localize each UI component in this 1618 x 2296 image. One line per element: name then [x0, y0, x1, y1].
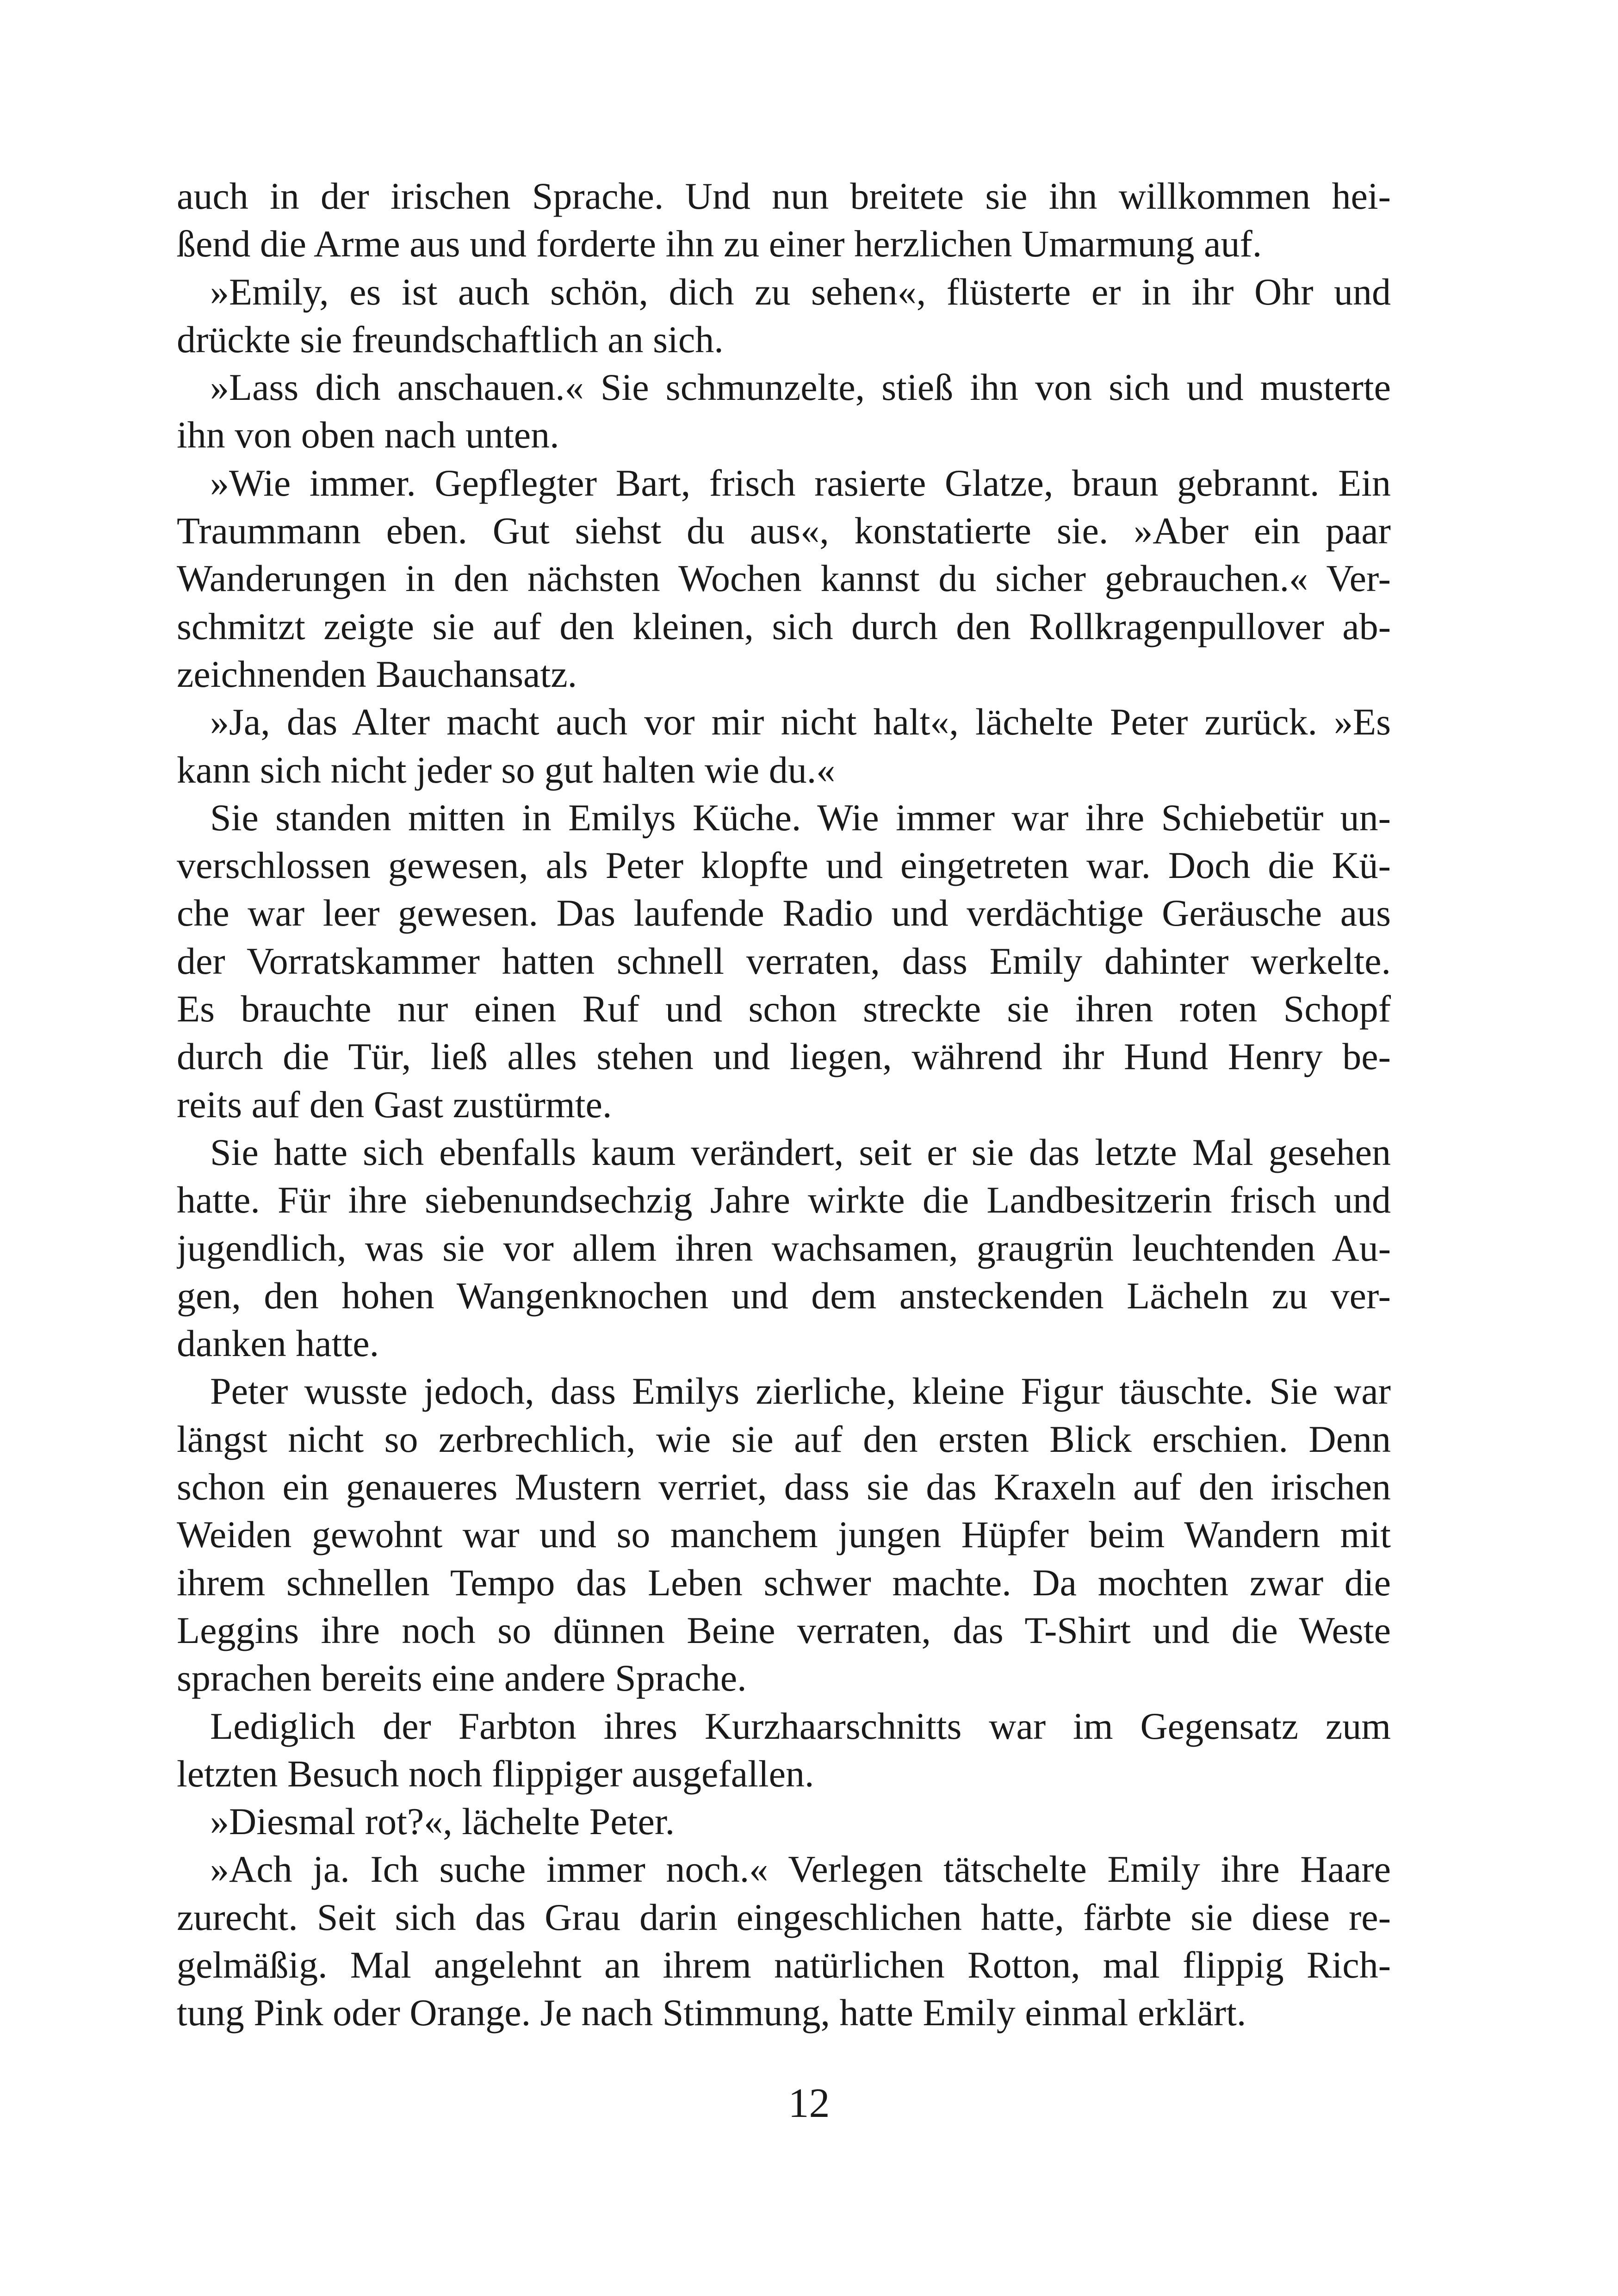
text-line: Es brauchte nur einen Ruf und schon streckte sie ihren roten Schopf [177, 988, 1391, 1030]
text-line: schmitzt zeigte sie auf den kleinen, sich durch den Rollkragenpullover ab- [177, 605, 1391, 647]
book-page-text [177, 172, 1391, 2037]
text-line: der Vorratskammer hatten schnell verraten, dass Emily dahinter werkelte. [177, 940, 1391, 982]
text-line: reits auf den Gast zustürmte. [177, 1083, 612, 1126]
text-line: Sie hatte sich ebenfalls kaum verändert, seit er sie das letzte Mal gesehen [210, 1131, 1391, 1173]
text-line: Wanderungen in den nächsten Wochen kannst du sicher gebrauchen.« Ver- [177, 557, 1391, 600]
text-line: sprachen bereits eine andere Sprache. [177, 1657, 747, 1699]
text-line: »Ja, das Alter macht auch vor mir nicht halt«, lächelte Peter zurück. »Es [210, 701, 1391, 743]
text-line: che war leer gewesen. Das laufende Radio und verdächtige Geräusche aus [177, 892, 1391, 934]
text-line: verschlossen gewesen, als Peter klopfte und eingetreten war. Doch die Kü- [177, 844, 1391, 887]
text-line: zurecht. Seit sich das Grau darin eingeschlichen hatte, färbte sie diese re- [177, 1896, 1391, 1938]
page-number: 12 [788, 2080, 830, 2126]
text-line: zeichnenden Bauchansatz. [177, 653, 577, 695]
text-line: jugendlich, was sie vor allem ihren wachsamen, graugrün leuchtenden Au- [177, 1226, 1391, 1269]
text-line: »Lass dich anschauen.« Sie schmunzelte, stieß ihn von sich und musterte [210, 366, 1391, 409]
text-line: »Emily, es ist auch schön, dich zu sehen«, flüsterte er in ihr Ohr und [210, 270, 1391, 313]
text-line: schon ein genaueres Mustern verriet, dass sie das Kraxeln auf den irischen [177, 1466, 1391, 1508]
text-line: »Ach ja. Ich suche immer noch.« Verlegen tätschelte Emily ihre Haare [210, 1848, 1391, 1891]
text-line: ihn von oben nach unten. [177, 414, 559, 456]
text-line: Lediglich der Farbton ihres Kurzhaarschnitts war im Gegensatz zum [210, 1705, 1391, 1747]
text-line: hatte. Für ihre siebenundsechzig Jahre wirkte die Landbesitzerin frisch und [177, 1179, 1391, 1221]
text-line: Traummann eben. Gut siehst du aus«, konstatierte sie. »Aber ein paar [177, 510, 1391, 552]
text-line: Peter wusste jedoch, dass Emilys zierliche, kleine Figur täuschte. Sie war [210, 1370, 1391, 1412]
text-line: »Wie immer. Gepflegter Bart, frisch rasierte Glatze, braun gebrannt. Ein [210, 461, 1391, 504]
text-line: ßend die Arme aus und forderte ihn zu einer herzlichen Umarmung auf. [177, 223, 1262, 265]
text-line: letzten Besuch noch flippiger ausgefallen. [177, 1752, 814, 1795]
text-line: danken hatte. [177, 1322, 379, 1365]
text-line: gen, den hohen Wangenknochen und dem ansteckenden Lächeln zu ver- [177, 1274, 1391, 1317]
text-line: Leggins ihre noch so dünnen Beine verraten, das T-Shirt und die Weste [177, 1609, 1391, 1651]
text-line: kann sich nicht jeder so gut halten wie du.« [177, 748, 836, 791]
text-line: tung Pink oder Orange. Je nach Stimmung, hatte Emily einmal erklärt. [177, 1991, 1246, 2034]
text-line: ihrem schnellen Tempo das Leben schwer machte. Da mochten zwar die [177, 1561, 1391, 1604]
text-line: längst nicht so zerbrechlich, wie sie auf den ersten Blick erschien. Denn [177, 1418, 1391, 1460]
text-line: drückte sie freundschaftlich an sich. [177, 318, 724, 361]
text-line: durch die Tür, ließ alles stehen und liegen, während ihr Hund Henry be- [177, 1035, 1391, 1078]
text-line: Sie standen mitten in Emilys Küche. Wie immer war ihre Schiebetür un- [210, 796, 1391, 839]
text-line: auch in der irischen Sprache. Und nun breitete sie ihn willkommen hei- [177, 175, 1391, 217]
text-line: gelmäßig. Mal angelehnt an ihrem natürlichen Rotton, mal flippig Rich- [177, 1943, 1391, 1986]
text-line: »Diesmal rot?«, lächelte Peter. [210, 1800, 675, 1843]
text-line: Weiden gewohnt war und so manchem jungen Hüpfer beim Wandern mit [177, 1513, 1391, 1556]
